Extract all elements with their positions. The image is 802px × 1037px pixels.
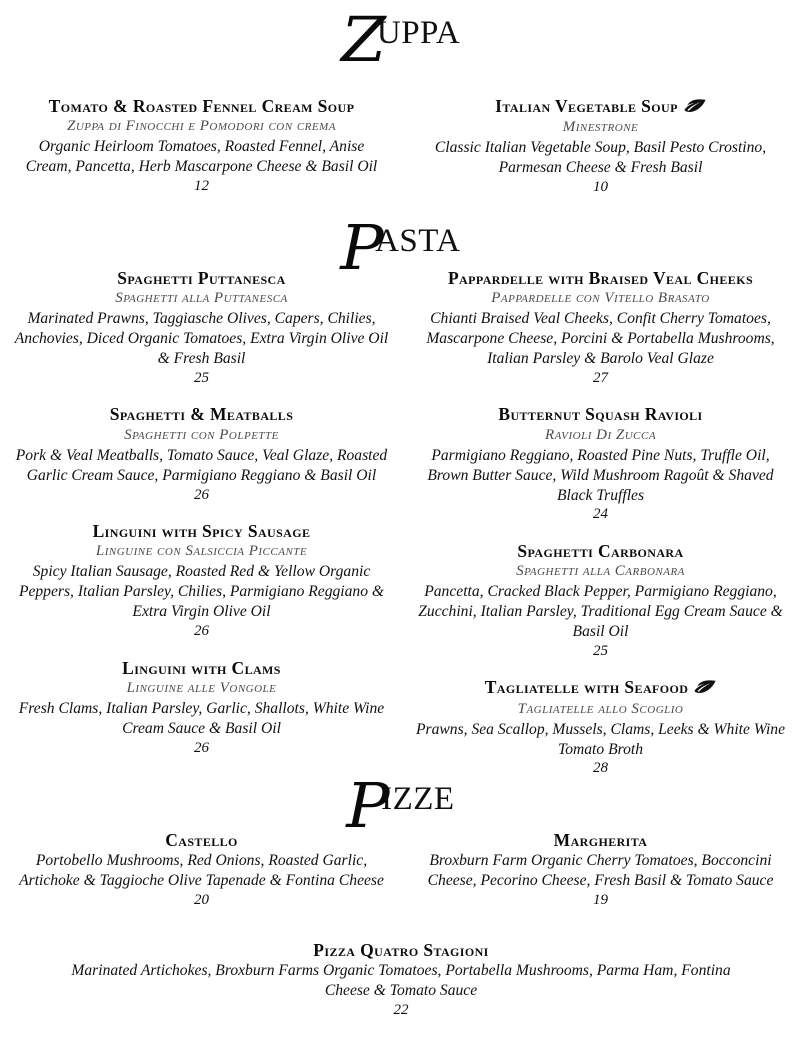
menu-item <box>413 830 788 911</box>
dish-description: Parmigiano Reggiano, Roasted Pine Nuts, Truffle Oil, Brown Butter Sauce, Wild Mushroom Ragoût & Shaved Black Truffles <box>427 446 774 504</box>
pasta-column-right <box>401 268 802 795</box>
menu-item <box>413 268 788 388</box>
dish-price: 12 <box>194 178 209 195</box>
dish-price: 26 <box>194 486 209 503</box>
section-dropcap-pasta: P <box>340 211 382 284</box>
menu-item <box>14 830 389 911</box>
dish-price: 22 <box>393 1002 409 1019</box>
dish-name: Tomato & Roasted Fennel Cream Soup <box>48 96 355 116</box>
dish-price: 26 <box>194 739 209 756</box>
dish-price: 25 <box>593 642 608 659</box>
dish-subtitle: Zuppa di Finocchi e Pomodori con crema <box>67 118 336 135</box>
dish-name: Castello <box>165 830 238 850</box>
menu-item <box>14 268 389 388</box>
dish-price: 10 <box>593 179 608 196</box>
dish-name: Linguini with Spicy Sausage <box>92 521 311 542</box>
section-body-pasta <box>0 268 802 795</box>
section-body-pizze-full <box>0 940 802 1037</box>
menu-item <box>413 404 788 524</box>
dish-name: Margherita <box>553 830 648 850</box>
dish-price: 25 <box>194 369 209 386</box>
dish-name: Butternut Squash Ravioli <box>498 404 703 425</box>
dish-description: Spicy Italian Sausage, Roasted Red & Yellow Organic Peppers, Italian Parsley, Chilies, Parmigiano Reggiano & Extra Virgin Olive Oil <box>18 563 385 621</box>
dish-subtitle: Linguine con Salsiccia Piccante <box>95 543 308 560</box>
dish-subtitle: Linguine alle Vongole <box>126 679 277 696</box>
menu-item <box>0 940 802 1021</box>
section-dropcap-zuppa: Z <box>340 3 384 76</box>
dish-description: Broxburn Farm Organic Cherry Tomatoes, Bocconcini Cheese, Pecorino Cheese, Fresh Basil & Tomato Sauce <box>427 852 774 890</box>
dish-description: Marinated Prawns, Taggiasche Olives, Capers, Chilies, Anchovies, Diced Organic Tomatoes, Extra Virgin Olive Oil & Fresh Basil <box>14 310 389 368</box>
menu-item <box>14 404 389 505</box>
section-heading-text-pasta: ASTA <box>375 223 461 259</box>
dish-subtitle: Spaghetti alla Carbonara <box>516 563 685 580</box>
dish-name-text: Italian Vegetable Soup <box>495 96 678 116</box>
menu-item <box>14 521 389 641</box>
dish-name-text: Tagliatelle with Seafood <box>484 677 689 698</box>
dish-name: Pizza Quatro Stagioni <box>313 940 489 960</box>
dish-description: Pancetta, Cracked Black Pepper, Parmigiano Reggiano, Zucchini, Italian Parsley, Traditional Egg Cream Sauce & Basil Oil <box>418 583 783 640</box>
dish-subtitle: Ravioli Di Zucca <box>544 426 657 443</box>
dish-description: Pork & Veal Meatballs, Tomato Sauce, Veal Glaze, Roasted Garlic Cream Sauce, Parmigiano Reggiano & Basil Oil <box>15 446 388 484</box>
pasta-column-left <box>0 268 401 795</box>
dish-price: 24 <box>593 506 608 523</box>
pizze-column-left <box>0 830 401 927</box>
dish-description: Chianti Braised Veal Cheeks, Confit Cherry Tomatoes, Mascarpone Cheese, Porcini & Portabella Mushrooms, Italian Parsley & Barolo Veal Glaze <box>426 310 775 368</box>
dish-name <box>413 96 788 117</box>
dish-subtitle: Minestrone <box>562 119 639 136</box>
dish-subtitle: Pappardelle con Vitello Brasato <box>491 290 710 307</box>
dish-subtitle: Spaghetti alla Puttanesca <box>115 290 288 307</box>
section-heading-text-pizze: IZZE <box>381 781 455 817</box>
dish-name: Linguini with Clams <box>122 657 281 678</box>
dish-price: 26 <box>194 623 209 639</box>
dish-description: Marinated Artichokes, Broxburn Farms Organic Tomatoes, Portabella Mushrooms, Parma Ham, Fontina Cheese & Tomato Sauce <box>71 962 731 1000</box>
dish-description: Prawns, Sea Scallop, Mussels, Clams, Leeks & White Wine Tomato Broth <box>415 720 786 758</box>
menu-item <box>14 658 389 759</box>
dish-name: Spaghetti Carbonara <box>517 540 684 561</box>
zuppa-column-left <box>0 96 401 214</box>
dish-price: 28 <box>593 760 608 777</box>
section-body-zuppa <box>0 96 802 214</box>
section-dropcap-pizze: P <box>346 769 388 842</box>
section-heading-zuppa <box>0 3 802 76</box>
dish-name: Spaghetti & Meatballs <box>109 404 294 425</box>
menu-item <box>413 96 788 198</box>
dish-name: Spaghetti Puttanesca <box>117 268 286 288</box>
dish-price: 20 <box>194 892 209 909</box>
leaf-icon <box>684 97 706 117</box>
menu-item <box>413 677 788 779</box>
section-heading-text-zuppa: UPPA <box>376 15 461 51</box>
leaf-icon <box>694 678 716 698</box>
dish-description: Portobello Mushrooms, Red Onions, Roasted Garlic, Artichoke & Taggioche Olive Tapenade & Fontina Cheese <box>19 852 384 890</box>
dish-description: Classic Italian Vegetable Soup, Basil Pesto Crostino, Parmesan Cheese & Fresh Basil <box>434 139 767 177</box>
zuppa-column-right <box>401 96 802 214</box>
pizze-column-right <box>401 830 802 927</box>
dish-name <box>413 677 788 698</box>
section-body-pizze <box>0 830 802 927</box>
menu-item <box>14 96 389 197</box>
dish-subtitle: Tagliatelle allo Scoglio <box>517 700 684 717</box>
dish-price: 27 <box>593 369 608 386</box>
dish-subtitle: Spaghetti con Polpette <box>124 426 279 443</box>
dish-name: Pappardelle with Braised Veal Cheeks <box>447 268 754 288</box>
dish-price: 19 <box>593 892 608 909</box>
dish-description: Organic Heirloom Tomatoes, Roasted Fennel, Anise Cream, Pancetta, Herb Mascarpone Cheese & Basil Oil <box>25 138 378 176</box>
dish-description: Fresh Clams, Italian Parsley, Garlic, Shallots, White Wine Cream Sauce & Basil Oil <box>18 699 385 737</box>
menu-item <box>413 541 788 661</box>
